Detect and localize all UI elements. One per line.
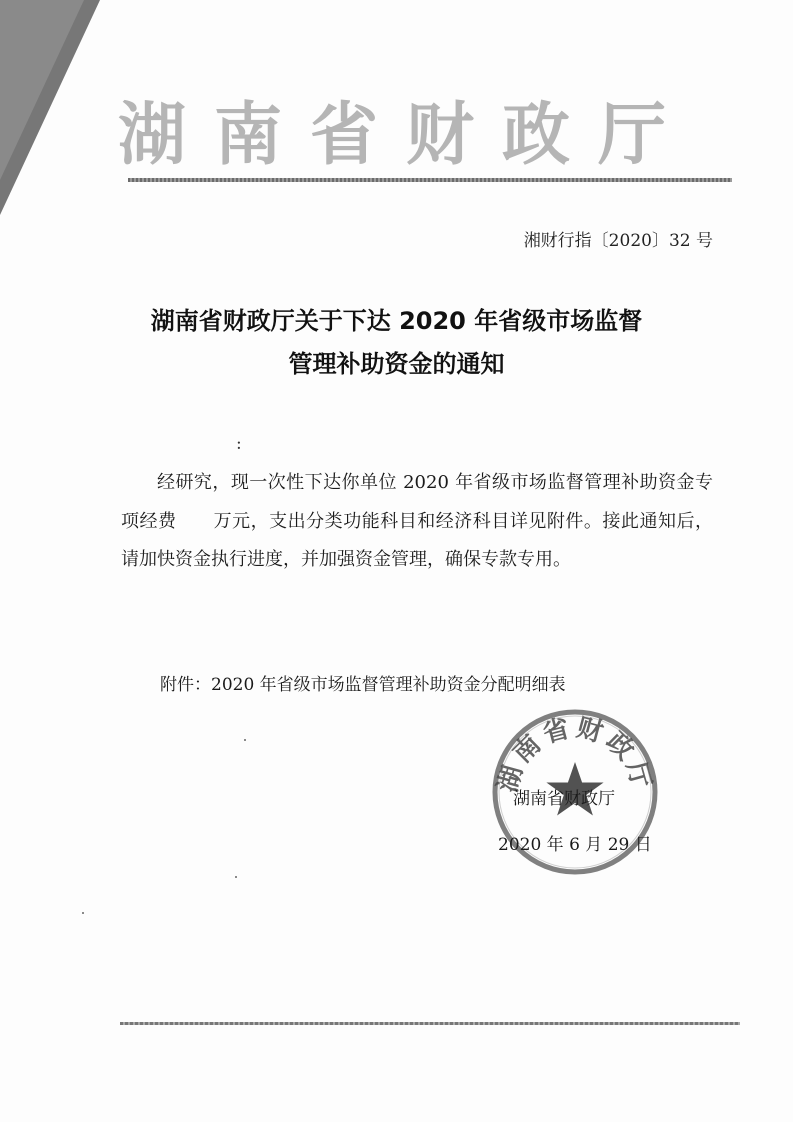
addressee [130,433,330,455]
attachment-line: 附件：2020 年省级市场监督管理补助资金分配明细表 [160,675,566,695]
signature-org: 湖南省财政厅 [513,789,615,809]
document-number: 湘财行指〔2020〕32 号 [523,231,713,251]
scan-speck [82,912,84,914]
bottom-rule [120,1022,740,1025]
folded-corner-shade [0,0,84,180]
document-title [60,300,733,386]
letterhead-org-name: 湖南省财政厅 [118,96,695,175]
letterhead-rule [128,178,732,182]
signature-date: 2020 年 6 月 29 日 [498,835,652,855]
body-paragraph: 经研究，现一次性下达你单位 2020 年省级市场监督管理补助资金专项经费 万元，支出分类功能科目和经济科目详见附件。接此通知后，请加快资金执行进度，并加强资金管理，确保专款专用。 [121,472,713,570]
seal-text: 湖南省财政厅 [492,712,658,796]
scan-speck [244,739,246,741]
scan-speck [235,876,237,878]
addressee-colon: : [236,434,242,454]
title-line-2: 管理补助资金的通知 [288,350,505,378]
title-line-1: 湖南省财政厅关于下达 2020 年省级市场监督 [150,307,643,335]
